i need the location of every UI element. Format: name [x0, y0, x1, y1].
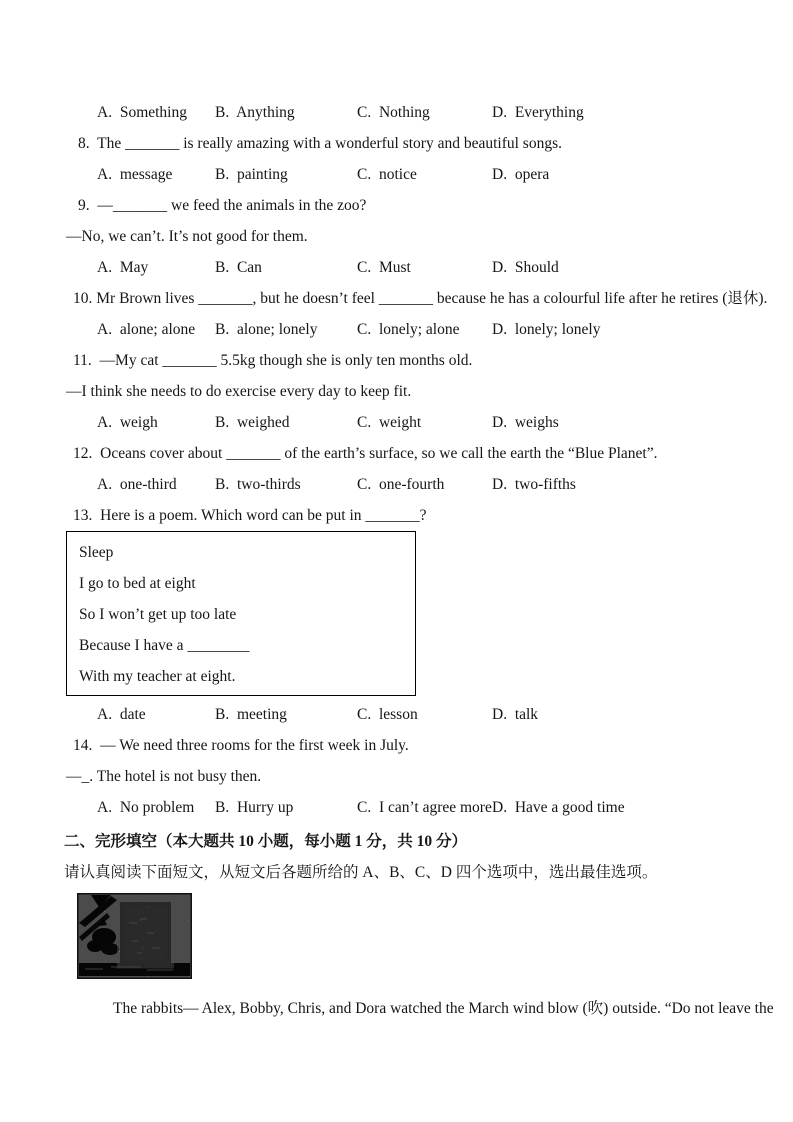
- option-c: C. weight: [357, 414, 422, 431]
- option-c: C. I can’t agree more: [357, 799, 492, 816]
- poem-line-1: Sleep: [79, 544, 114, 561]
- option-d: D. Everything: [492, 104, 584, 121]
- question-10-options: [97, 314, 793, 345]
- question-13-options: [97, 699, 793, 730]
- option-d: D. Have a good time: [492, 799, 625, 816]
- option-d: D. lonely; lonely: [492, 321, 601, 338]
- option-d: D. opera: [492, 166, 550, 183]
- section-2-heading: 二、完形填空（本大题共 10 小题，每小题 1 分，共 10 分）: [64, 833, 468, 850]
- poem-line-2: I go to bed at eight: [79, 575, 196, 592]
- question-11-options: [97, 407, 793, 438]
- poem-line-3: So I won’t get up too late: [79, 606, 237, 623]
- option-d: D. two-fifths: [492, 476, 576, 493]
- option-a: A. message: [97, 166, 173, 183]
- section-2-instruction: 请认真阅读下面短文，从短文后各题所给的 A、B、C、D 四个选项中，选出最佳选项。: [64, 864, 658, 881]
- poem-box: [66, 531, 416, 696]
- question-10-text: 10. Mr Brown lives _______, but he doesn’t feel _______ because he has a colourful life after he retires (退休).: [73, 290, 768, 307]
- option-b: B. painting: [215, 166, 288, 183]
- question-9-options: [97, 252, 793, 283]
- option-b: B. meeting: [215, 706, 287, 723]
- option-a: A. May: [97, 259, 149, 276]
- option-c: C. Must: [357, 259, 411, 276]
- option-d: D. weighs: [492, 414, 559, 431]
- question-14-reply: —_. The hotel is not busy then.: [66, 768, 262, 785]
- option-a: A. date: [97, 706, 146, 723]
- option-a: A. alone; alone: [97, 321, 196, 338]
- poem-line-4: Because I have a ________: [79, 637, 250, 654]
- option-c: C. lonely; alone: [357, 321, 460, 338]
- option-a: A. weigh: [97, 414, 158, 431]
- question-9-text: 9. —_______ we feed the animals in the zoo?: [78, 197, 367, 214]
- poem-line-5: With my teacher at eight.: [79, 668, 236, 685]
- question-14-text: 14. — We need three rooms for the first week in July.: [73, 737, 409, 754]
- option-b: B. weighed: [215, 414, 290, 431]
- option-c: C. Nothing: [357, 104, 430, 121]
- option-b: B. alone; lonely: [215, 321, 318, 338]
- option-b: B. Can: [215, 259, 262, 276]
- question-12-options: [97, 469, 793, 500]
- rabbits-woodcut-image: [77, 893, 192, 979]
- option-b: B. two-thirds: [215, 476, 301, 493]
- option-a: A. Something: [97, 104, 187, 121]
- option-b: B. Hurry up: [215, 799, 294, 816]
- question-13-text: 13. Here is a poem. Which word can be put in _______?: [73, 507, 427, 524]
- cloze-paragraph: The rabbits— Alex, Bobby, Chris, and Dora watched the March wind blow (吹) outside. “Do not leave the: [113, 1000, 774, 1017]
- option-c: C. lesson: [357, 706, 418, 723]
- question-8-options: [97, 159, 793, 190]
- cloze-illustration: [77, 893, 192, 979]
- option-c: C. one-fourth: [357, 476, 445, 493]
- option-d: D. Should: [492, 259, 559, 276]
- option-b: B. Anything: [215, 104, 295, 121]
- question-12-text: 12. Oceans cover about _______ of the earth’s surface, so we call the earth the “Blue Planet”.: [73, 445, 658, 462]
- question-9-reply: —No, we can’t. It’s not good for them.: [66, 228, 308, 245]
- option-a: A. No problem: [97, 799, 195, 816]
- question-11-text: 11. —My cat _______ 5.5kg though she is only ten months old.: [73, 352, 473, 369]
- option-d: D. talk: [492, 706, 539, 723]
- option-a: A. one-third: [97, 476, 177, 493]
- question-8-text: 8. The _______ is really amazing with a wonderful story and beautiful songs.: [78, 135, 562, 152]
- question-11-reply: —I think she needs to do exercise every day to keep fit.: [66, 383, 412, 400]
- question-14-options: [97, 792, 793, 823]
- option-c: C. notice: [357, 166, 417, 183]
- question-7-options: [97, 97, 793, 128]
